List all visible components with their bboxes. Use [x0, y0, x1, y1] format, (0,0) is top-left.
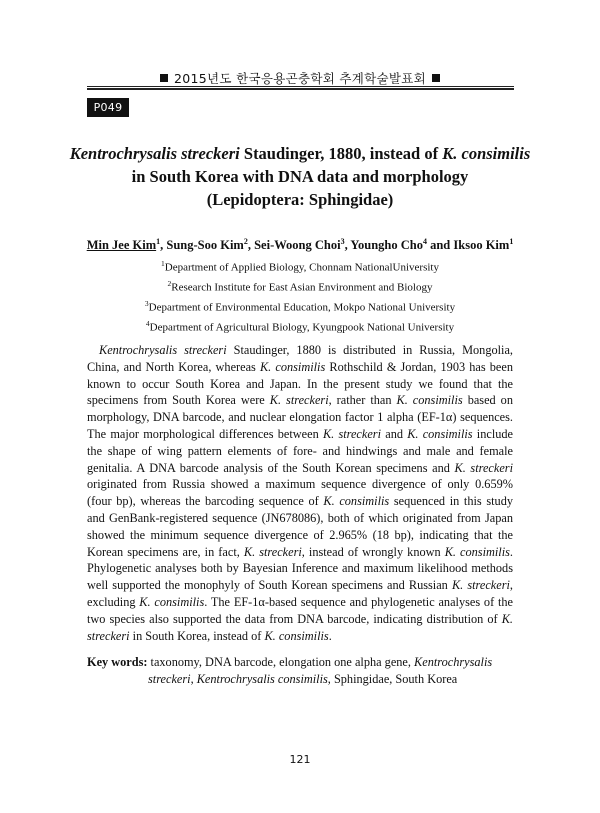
abstract-species-name: K. consimilis [444, 544, 510, 559]
abstract-text: include the shape of wing pattern elements of fore- and hindwings and male and female genitalia. A DNA barcode analysis of the South Korean specimens and [87, 426, 513, 475]
affiliation-text: Department of Agricultural Biology, Kyungpook National University [149, 321, 455, 334]
square-bullet-icon [160, 74, 168, 82]
title-author-year: Staudinger, 1880, instead of [239, 144, 443, 163]
author-affil-sup: 1 [509, 237, 514, 246]
author-affil-sup: 2 [243, 237, 248, 246]
title-species: Kentrochrysalis streckeri [69, 144, 240, 163]
author-list [40, 234, 560, 253]
abstract-text: Rothschild & Jordan, 1903 has been known to occur South Korea and Japan. In the present study we found that the specimens from South Korea were [87, 359, 513, 408]
abstract-text: originated from Russia showed a maximum sequence divergence of only 0.659% (four bp), whereas the barcoding sequence of [87, 477, 513, 509]
author-separator: , [247, 238, 255, 253]
affiliation-text: Department of Applied Biology, Chonnam NationalUniversity [164, 261, 439, 274]
affiliation-text: Research Institute for East Asian Environment and Biology [171, 281, 433, 294]
affiliation-sup: 3 [144, 298, 149, 308]
abstract-text: sequenced in this study and GenBank-registered sequence (JN678086), both of which originated from Japan showed the minimum sequence divergence of 2.965% (18 bp), indicating that the Korean specimens are, in fact, [87, 494, 513, 559]
author-name: Youngho Cho [350, 238, 423, 253]
title-alt-species: K. consimilis [442, 144, 531, 163]
abstract-text: in South Korea, instead of [129, 628, 265, 643]
author-affil-sup: 4 [422, 237, 427, 246]
affiliation-item [60, 276, 540, 296]
abstract-species-name: K. consimilis [396, 393, 463, 408]
abstract-text: . The EF-1α-based sequence and phylogenetic analyses of the two species also supported the data from DNA barcode, indicating distribution of [87, 594, 513, 626]
keywords [87, 654, 513, 688]
author-name: Min Jee Kim [86, 238, 157, 253]
affiliation-text: Department of Environmental Education, Mokpo National University [148, 301, 456, 314]
author-name: Sung-Soo Kim [166, 238, 244, 253]
keywords-label: Key words: [87, 655, 148, 669]
abstract-species-name: K. consimilis [139, 594, 205, 609]
abstract-text: , rather than [328, 393, 397, 408]
abstract-species-name: K. streckeri, [243, 544, 305, 559]
header-rule-thick [87, 88, 514, 90]
abstract-text: based on morphology, DNA barcode, and nuclear elongation factor 1 alpha (EF-1α) sequences. The major morphological differences between [87, 393, 513, 441]
keywords-text: , Sphingidae, South Korea [327, 671, 458, 686]
header-rule-thin [87, 86, 514, 87]
affiliation-sup: 1 [161, 259, 165, 268]
keywords-line-2 [87, 671, 513, 688]
abstract-text: . [328, 628, 332, 643]
abstract-species-name: K. streckeri [322, 426, 382, 441]
author-name: Iksoo Kim [453, 238, 510, 253]
abstract-text: instead of wrongly known [304, 544, 445, 559]
conference-title: 2015년도 한국응용곤충학회 추계학술발표회 [174, 71, 426, 86]
affiliation-item [60, 296, 540, 316]
abstract-text: . Phylogenetic analyses both by Bayesian Inference and maximum likelihood methods well supported the monophyly of South Korean specimens and Russian [87, 544, 513, 593]
affiliation-sup: 2 [167, 278, 172, 288]
poster-id-badge: P049 [87, 98, 129, 117]
keywords-text: taxonomy, DNA barcode, elongation one alpha gene, [147, 655, 415, 669]
title-line-3: (Lepidoptera: Sphingidae) [206, 190, 394, 209]
affiliation-list [60, 256, 540, 335]
author-separator: , [344, 238, 351, 253]
keywords-text: , [190, 671, 197, 686]
title-line-2: in South Korea with DNA data and morphology [131, 167, 469, 186]
conference-header [0, 69, 600, 87]
keywords-italic: streckeri [148, 671, 191, 686]
abstract-text: and [381, 426, 408, 441]
abstract-species-name: K. streckeri [451, 578, 510, 593]
abstract-species-name: Kentrochrysalis streckeri [99, 343, 227, 357]
author-affil-sup: 3 [340, 237, 345, 246]
abstract-species-name: K. streckeri [269, 393, 329, 408]
abstract-species-name: K. consimilis [259, 359, 326, 374]
affiliation-item [60, 316, 540, 336]
abstract-species-name: K. consimilis [264, 628, 329, 643]
abstract-text: Staudinger, 1880 is distributed in Russia, Mongolia, China, and North Korea, whereas [87, 343, 513, 374]
keywords-italic: Kentrochrysalis [414, 655, 493, 669]
keywords-italic: Kentrochrysalis consimilis [196, 671, 328, 686]
page-number: 121 [289, 753, 311, 766]
affiliation-item [60, 256, 540, 276]
square-bullet-icon [432, 74, 440, 82]
keywords-line-1 [87, 654, 513, 671]
author-name: Sei-Woong Choi [254, 238, 341, 253]
abstract-species-name: K. streckeri [87, 611, 513, 643]
abstract-species-name: K. consimilis [407, 426, 473, 441]
author-separator: , [160, 238, 167, 253]
author-affil-sup: 1 [156, 237, 161, 246]
affiliation-sup: 4 [145, 318, 150, 328]
paper-title [60, 142, 540, 211]
author-separator: and [426, 238, 454, 253]
abstract-species-name: K. consimilis [323, 494, 390, 509]
abstract-body [87, 342, 513, 644]
abstract-text: , excluding [87, 578, 513, 609]
abstract-species-name: K. streckeri [454, 460, 513, 475]
